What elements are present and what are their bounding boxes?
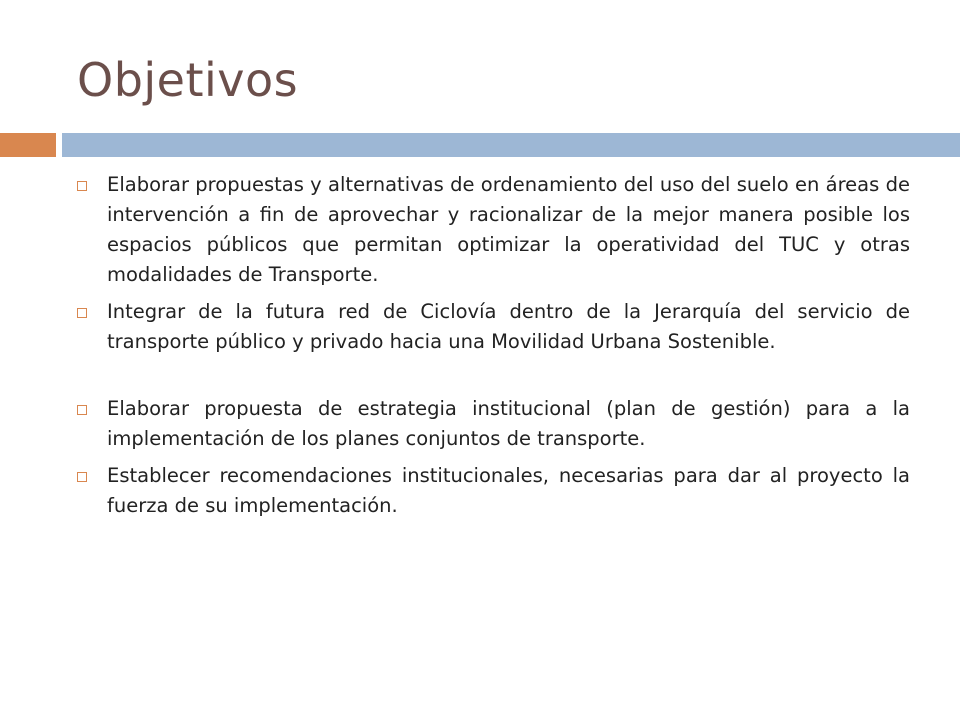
list-item	[76, 297, 910, 357]
hollow-square-icon	[77, 308, 87, 318]
list-item	[76, 461, 910, 521]
slide-title: Objetivos	[77, 53, 299, 107]
hollow-square-icon	[77, 472, 87, 482]
bullet-text: Elaborar propuestas y alternativas de ordenamiento del uso del suelo en áreas de intervención a fin de aprovechar y racionalizar de la mejor manera posible los espacios públicos que permitan optimizar la operatividad del TUC y otras modalidades de Transporte.	[107, 173, 910, 286]
hollow-square-icon	[77, 181, 87, 191]
hollow-square-icon	[77, 405, 87, 415]
list-item	[76, 394, 910, 454]
title-divider-bar	[62, 133, 960, 157]
bullet-text: Integrar de la futura red de Ciclovía dentro de la Jerarquía del servicio de transporte público y privado hacia una Movilidad Urbana Sostenible.	[107, 300, 910, 353]
objectives-list	[76, 170, 910, 521]
bullet-text: Establecer recomendaciones institucionales, necesarias para dar al proyecto la fuerza de su implementación.	[107, 464, 910, 517]
title-accent-bar	[0, 133, 56, 157]
bullet-text: Elaborar propuesta de estrategia institucional (plan de gestión) para a la implementación de los planes conjuntos de transporte.	[107, 397, 910, 450]
list-item	[76, 170, 910, 290]
